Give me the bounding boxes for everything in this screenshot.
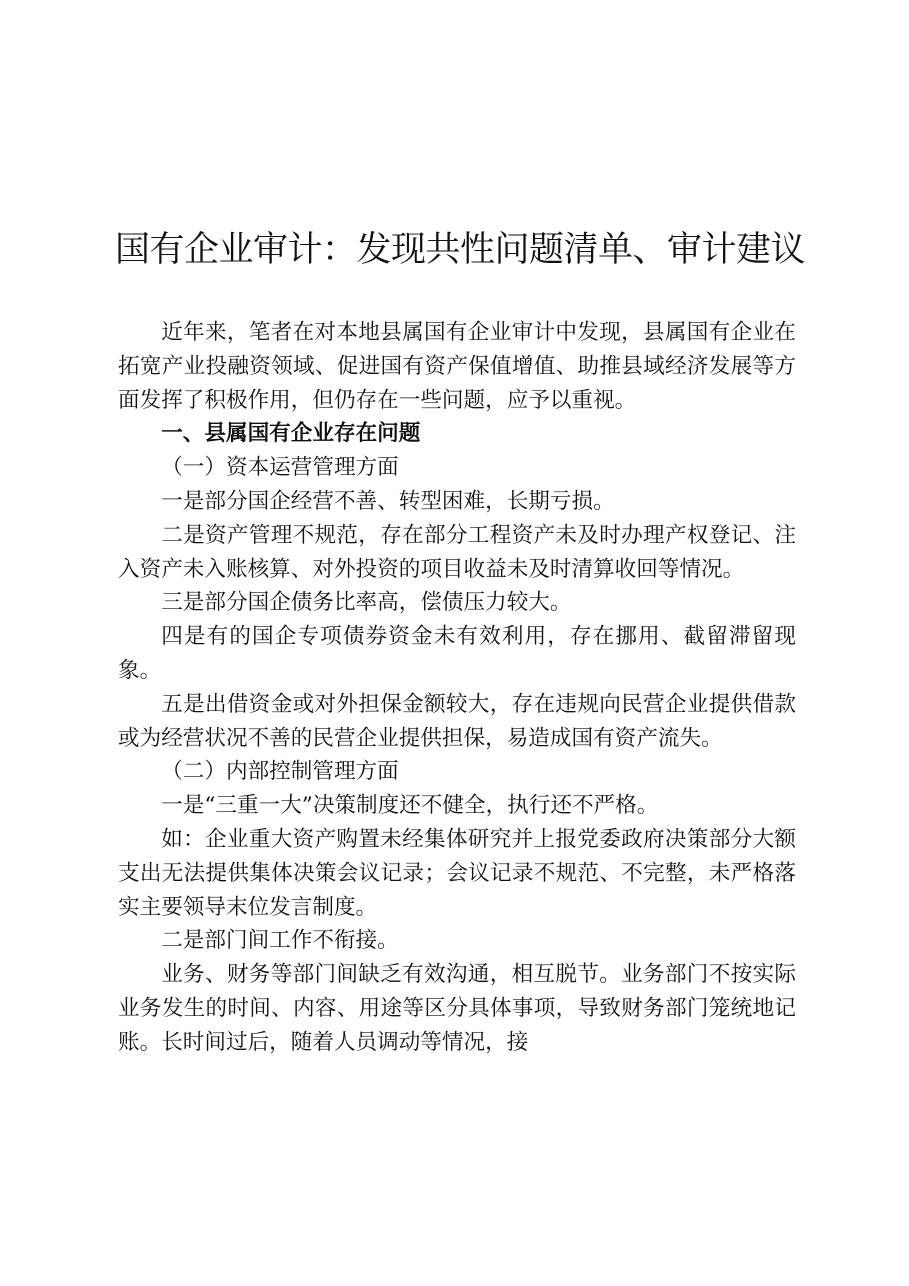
document-body bbox=[118, 316, 796, 1060]
section-heading: 一、县属国有企业存在问题 bbox=[161, 421, 421, 447]
body-paragraph: 二是资产管理不规范，存在部分工程资产未及时办理产权登记、注入资产未入账核算、对外投资的项目收益未及时清算收回等情况。 bbox=[118, 522, 796, 582]
document-title: 国有企业审计：发现共性问题清单、审计建议 bbox=[114, 230, 805, 270]
body-paragraph: 如：企业重大资产购置未经集体研究并上报党委政府决策部分大额支出无法提供集体决策会议记录；会议记录不规范、不完整，未严格落实主要领导末位发言制度。 bbox=[118, 826, 796, 920]
body-paragraph: 四是有的国企专项债券资金未有效利用，存在挪用、截留滞留现象。 bbox=[118, 624, 796, 683]
subsection-heading: （一）资本运营管理方面 bbox=[161, 455, 399, 481]
body-paragraph: 业务、财务等部门间缺乏有效沟通，相互脱节。业务部门不按实际业务发生的时间、内容、用途等区分具体事项，导致财务部门笼统地记账。长时间过后，随着人员调动等情况，接 bbox=[118, 962, 796, 1055]
body-paragraph: 一是“三重一大”决策制度还不健全，执行还不严格。 bbox=[161, 793, 659, 819]
body-paragraph: 五是出借资金或对外担保金额较大，存在违规向民营企业提供借款或为经营状况不善的民营企业提供担保，易造成国有资产流失。 bbox=[118, 691, 796, 751]
subsection-heading: （二）内部控制管理方面 bbox=[161, 759, 399, 785]
body-paragraph: 三是部分国企债务比率高，偿债压力较大。 bbox=[161, 590, 572, 616]
body-paragraph: 二是部门间工作不衔接。 bbox=[161, 928, 399, 954]
intro-paragraph: 近年来，笔者在对本地县属国有企业审计中发现，县属国有企业在拓宽产业投融资领域、促进国有资产保值增值、助推县域经济发展等方面发挥了积极作用，但仍存在一些问题，应予以重视。 bbox=[118, 320, 796, 413]
body-paragraph: 一是部分国企经营不善、转型困难，长期亏损。 bbox=[161, 488, 615, 514]
